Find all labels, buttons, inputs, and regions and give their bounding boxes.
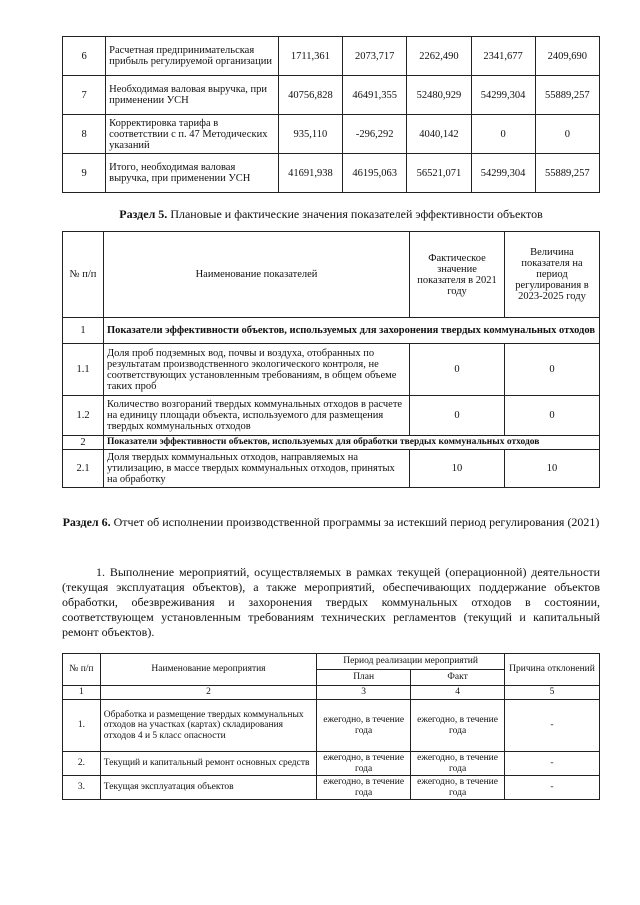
table-row: [63, 776, 600, 800]
section6-label: Раздел 6.: [62, 515, 111, 529]
column-number-row: [63, 686, 600, 700]
row-number: 9: [63, 154, 106, 193]
efficiency-table: [62, 231, 600, 488]
row-value: 46491,355: [343, 76, 407, 115]
row-name: Итого, необходимая валовая выручка, при применении УСН: [106, 154, 279, 193]
section5-heading: [62, 207, 600, 222]
row-name: Расчетная предпринимательская прибыль регулируемой организации: [106, 37, 279, 76]
column-number: 3: [317, 686, 411, 700]
row-value: 41691,938: [278, 154, 342, 193]
table-row: [63, 76, 600, 115]
column-number: 1: [63, 686, 101, 700]
table-row: [63, 154, 600, 193]
table-header-row: [63, 654, 600, 670]
header-num: № п/п: [63, 654, 101, 686]
row-fact: 0: [410, 396, 505, 436]
table-row: [63, 752, 600, 776]
row-name: Количество возгораний твердых коммунальных отходов в расчете на единицу площади объекта, используемого для размещения твердых коммунальных отходов: [104, 396, 410, 436]
table-header-row: [63, 232, 600, 318]
row-value: 2409,690: [535, 37, 599, 76]
header-period: Период реализации мероприятий: [317, 654, 505, 670]
header-name: Наименование мероприятия: [100, 654, 316, 686]
row-number: 1.: [63, 700, 101, 752]
row-number: 1.1: [63, 344, 104, 396]
row-value: 0: [535, 115, 599, 154]
revenue-table: [62, 36, 600, 193]
row-value: 40756,828: [278, 76, 342, 115]
row-name: Корректировка тарифа в соответствии с п. 47 Методических указаний: [106, 115, 279, 154]
group-title: Показатели эффективности объектов, используемых для захоронения твердых коммунальных отходов: [104, 318, 600, 344]
row-value: 4040,142: [407, 115, 471, 154]
row-value: 0: [471, 115, 535, 154]
row-plan: 0: [505, 396, 600, 436]
header-plan: План: [317, 670, 411, 686]
section5-title: Плановые и фактические значения показателей эффективности объектов: [167, 207, 543, 221]
table-row: [63, 344, 600, 396]
row-reason: -: [505, 700, 600, 752]
header-plan: Величина показателя на период регулирования в 2023-2025 году: [505, 232, 600, 318]
row-value: 54299,304: [471, 154, 535, 193]
row-value: 54299,304: [471, 76, 535, 115]
row-number: 6: [63, 37, 106, 76]
row-value: 55889,257: [535, 76, 599, 115]
column-number: 2: [100, 686, 316, 700]
section6-heading: [62, 515, 600, 530]
header-num: № п/п: [63, 232, 104, 318]
row-plan: ежегодно, в течение года: [317, 776, 411, 800]
row-value: 1711,361: [278, 37, 342, 76]
row-value: 55889,257: [535, 154, 599, 193]
row-value: -296,292: [343, 115, 407, 154]
group-number: 2: [63, 436, 104, 450]
row-plan: 10: [505, 450, 600, 488]
row-name: Обработка и размещение твердых коммунальных отходов на участках (картах) складирования отходов 4 и 5 класс опасности: [100, 700, 316, 752]
header-fact: Факт: [411, 670, 505, 686]
program-report-table: [62, 653, 600, 800]
table-row: [63, 396, 600, 436]
row-value: 46195,063: [343, 154, 407, 193]
row-name: Текущая эксплуатация объектов: [100, 776, 316, 800]
row-name: Доля твердых коммунальных отходов, направляемых на утилизацию, в массе твердых коммунальных отходов, принятых на обработку: [104, 450, 410, 488]
section5-label: Раздел 5.: [119, 207, 168, 221]
row-name: Текущий и капитальный ремонт основных средств: [100, 752, 316, 776]
row-value: 2341,677: [471, 37, 535, 76]
row-reason: -: [505, 776, 600, 800]
table-row: [63, 37, 600, 76]
row-fact: ежегодно, в течение года: [411, 700, 505, 752]
column-number: 5: [505, 686, 600, 700]
group-title: Показатели эффективности объектов, используемых для обработки твердых коммунальных отходов: [104, 436, 600, 450]
row-fact: 0: [410, 344, 505, 396]
group-row: [63, 318, 600, 344]
row-value: 2262,490: [407, 37, 471, 76]
header-name: Наименование показателей: [104, 232, 410, 318]
row-fact: 10: [410, 450, 505, 488]
row-number: 8: [63, 115, 106, 154]
row-fact: ежегодно, в течение года: [411, 752, 505, 776]
column-number: 4: [411, 686, 505, 700]
group-row: [63, 436, 600, 450]
row-value: 52480,929: [407, 76, 471, 115]
section6-title: Отчет об исполнении производственной программы за истекший период регулирования (2021): [110, 515, 600, 529]
row-name: Необходимая валовая выручка, при применении УСН: [106, 76, 279, 115]
row-value: 56521,071: [407, 154, 471, 193]
table-row: [63, 115, 600, 154]
body-paragraph: 1. Выполнение мероприятий, осуществляемых в рамках текущей (операционной) деятельности (текущая эксплуатация объектов), а также мероприятий, обеспечивающих поддержание объектов обработки, обезвреживания и захоронения твердых коммунальных отходов в состоянии, соответствующем установленным требованиям технических регламентов (текущий и капитальный ремонт объектов).: [62, 565, 600, 639]
row-fact: ежегодно, в течение года: [411, 776, 505, 800]
row-plan: 0: [505, 344, 600, 396]
group-number: 1: [63, 318, 104, 344]
row-number: 2.: [63, 752, 101, 776]
row-value: 935,110: [278, 115, 342, 154]
row-name: Доля проб подземных вод, почвы и воздуха, отобранных по результатам производственного экологического контроля, не соответствующих установленным требованиям, в общем объеме таких проб: [104, 344, 410, 396]
row-plan: ежегодно, в течение года: [317, 700, 411, 752]
row-number: 3.: [63, 776, 101, 800]
row-number: 7: [63, 76, 106, 115]
row-reason: -: [505, 752, 600, 776]
row-plan: ежегодно, в течение года: [317, 752, 411, 776]
row-value: 2073,717: [343, 37, 407, 76]
row-number: 2.1: [63, 450, 104, 488]
table-row: [63, 700, 600, 752]
row-number: 1.2: [63, 396, 104, 436]
table-row: [63, 450, 600, 488]
header-reason: Причина отклонений: [505, 654, 600, 686]
header-fact: Фактическое значение показателя в 2021 году: [410, 232, 505, 318]
